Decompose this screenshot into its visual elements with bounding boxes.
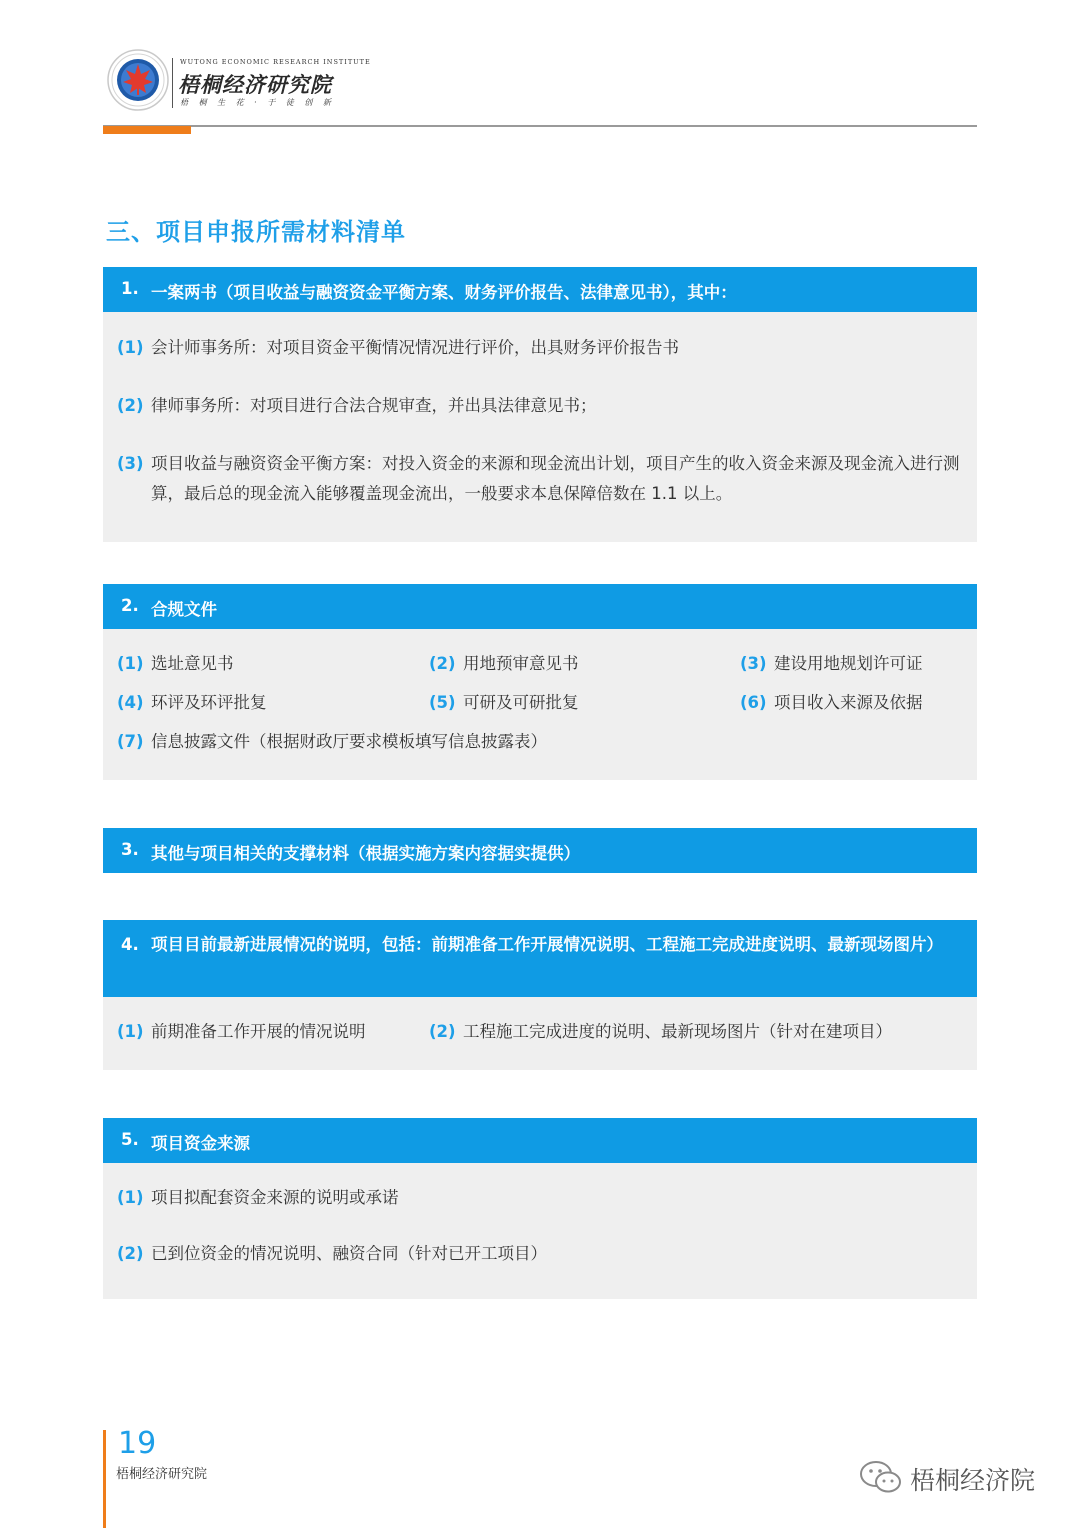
item-text: 工程施工完成进度的说明、最新现场图片（针对在建项目）	[463, 1022, 892, 1041]
item-text: 项目收益与融资资金平衡方案：对投入资金的来源和现金流出计划，项目产生的收入资金来源及现金流入进行测算，最后总的现金流入能够覆盖现金流出，一般要求本息保障倍数在 1.1 以上。	[151, 454, 960, 503]
block-title: 项目目前最新进展情况的说明，包括：前期准备工作开展情况说明、工程施工完成进度说明、最新现场图片）	[151, 935, 943, 954]
list-item	[429, 649, 579, 679]
item-index: (4)	[117, 693, 144, 712]
item-text: 用地预审意见书	[463, 654, 579, 673]
item-text: 建设用地规划许可证	[774, 654, 923, 673]
item-index: (1)	[117, 654, 144, 673]
block-title: 其他与项目相关的支撑材料（根据实施方案内容据实提供）	[151, 844, 580, 863]
item-index: (3)	[117, 454, 144, 473]
item-index: (2)	[117, 1244, 144, 1263]
page-number: 19	[118, 1426, 157, 1461]
org-slogan: 梧 桐 生 花 · 于 徒 创 新	[180, 98, 335, 107]
item-text: 会计师事务所：对项目资金平衡情况情况进行评价，出具财务评价报告书	[151, 338, 679, 357]
item-index: (2)	[429, 1022, 456, 1041]
logo-divider	[172, 58, 173, 108]
list-item	[117, 649, 234, 679]
list-item	[117, 333, 679, 363]
header-accent-bar	[103, 126, 191, 134]
item-text: 环评及环评批复	[151, 693, 267, 712]
block-compliance-documents	[103, 584, 977, 780]
item-index: (1)	[117, 1022, 144, 1041]
block-header	[103, 267, 977, 312]
block-header	[103, 584, 977, 629]
block-number: 2.	[121, 596, 139, 615]
block-title: 合规文件	[151, 600, 217, 619]
list-item	[117, 1017, 366, 1047]
block-progress-description	[103, 920, 977, 1070]
item-index: (2)	[117, 396, 144, 415]
list-item	[740, 649, 923, 679]
list-item	[117, 727, 547, 757]
item-index: (2)	[429, 654, 456, 673]
block-number: 5.	[121, 1130, 139, 1149]
footer-accent-bar	[103, 1430, 106, 1528]
list-item	[117, 449, 967, 509]
block-supporting-materials	[103, 828, 977, 873]
block-funding-source	[103, 1118, 977, 1299]
watermark-text: 梧桐经济院	[910, 1466, 1036, 1495]
block-one-case-two-books	[103, 267, 977, 542]
org-name-en: WUTONG ECONOMIC RESEARCH INSTITUTE	[180, 58, 371, 66]
block-number: 1.	[121, 279, 139, 298]
list-item	[117, 1183, 399, 1213]
list-item	[740, 688, 923, 718]
item-text: 可研及可研批复	[463, 693, 579, 712]
section-title: 三、项目申报所需材料清单	[106, 218, 406, 246]
item-index: (7)	[117, 732, 144, 751]
list-item	[117, 391, 597, 421]
item-index: (3)	[740, 654, 767, 673]
block-header	[103, 1118, 977, 1163]
block-title: 一案两书（项目收益与融资资金平衡方案、财务评价报告、法律意见书），其中：	[151, 283, 737, 302]
block-number: 3.	[121, 840, 139, 859]
item-text: 选址意见书	[151, 654, 234, 673]
list-item	[429, 688, 579, 718]
footer-org-name: 梧桐经济研究院	[116, 1467, 208, 1482]
org-name-cn: 梧桐经济研究院	[178, 72, 332, 97]
item-index: (5)	[429, 693, 456, 712]
block-number: 4.	[121, 935, 139, 954]
item-text: 项目拟配套资金来源的说明或承诺	[151, 1188, 399, 1207]
institute-logo-icon	[106, 48, 170, 112]
list-item	[117, 1239, 547, 1269]
item-text: 信息披露文件（根据财政厅要求模板填写信息披露表）	[151, 732, 547, 751]
list-item	[117, 688, 267, 718]
block-header	[103, 828, 977, 873]
item-index: (1)	[117, 338, 144, 357]
item-text: 前期准备工作开展的情况说明	[151, 1022, 366, 1041]
wechat-icon	[858, 1459, 904, 1495]
item-index: (1)	[117, 1188, 144, 1207]
item-text: 已到位资金的情况说明、融资合同（针对已开工项目）	[151, 1244, 547, 1263]
item-text: 项目收入来源及依据	[774, 693, 923, 712]
list-item	[429, 1017, 892, 1047]
block-title: 项目资金来源	[151, 1134, 250, 1153]
block-header	[103, 920, 977, 997]
header-rule	[103, 125, 977, 127]
item-index: (6)	[740, 693, 767, 712]
item-text: 律师事务所：对项目进行合法合规审查，并出具法律意见书；	[151, 396, 597, 415]
